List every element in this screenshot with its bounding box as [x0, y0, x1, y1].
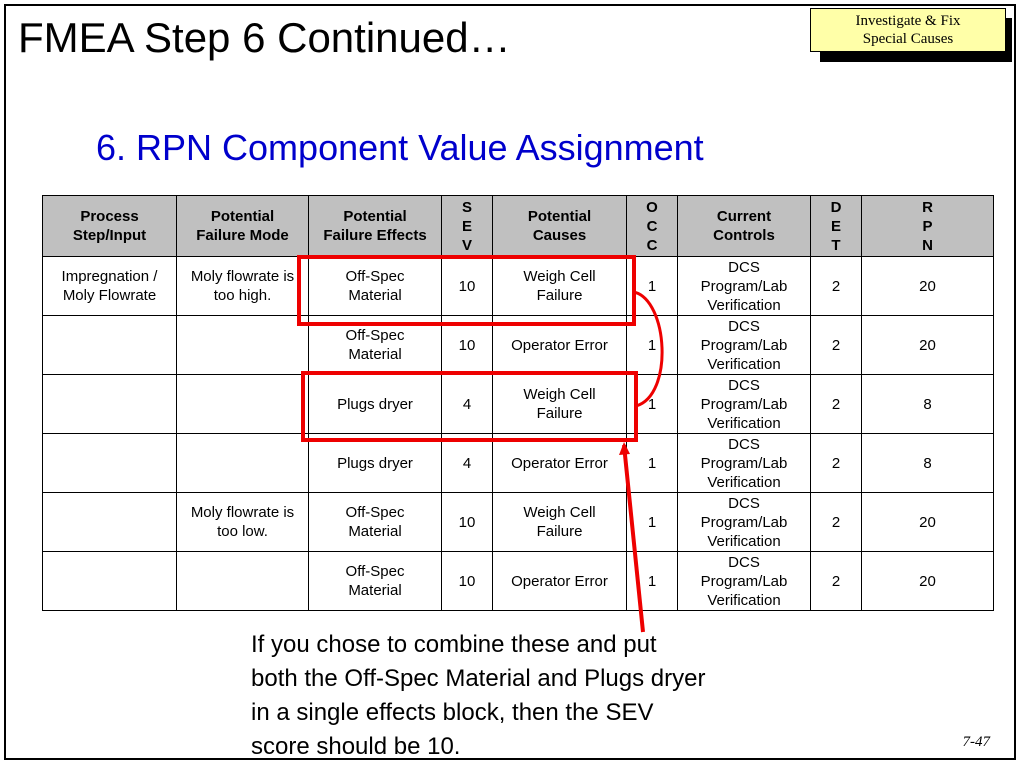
slide-title: FMEA Step 6 Continued… — [18, 14, 511, 61]
cell-failure-effects-text: Off-Spec — [345, 504, 405, 521]
header-rpn — [862, 196, 994, 257]
table-header-row — [43, 196, 994, 257]
cell-causes-text: Operator Error — [511, 336, 608, 354]
cell-controls — [678, 493, 811, 552]
cell-controls-text: DCS — [728, 435, 760, 453]
cell-failure-effects-text: Material — [348, 346, 402, 363]
cell-causes — [493, 375, 627, 434]
step-badge — [810, 8, 1006, 52]
cell-causes — [493, 552, 627, 611]
note-line-2: both the Off-Spec Material and Plugs dryer — [251, 665, 706, 692]
cell-det: 2 — [811, 375, 862, 434]
header-text: D — [830, 198, 842, 216]
cell-controls-text: Verification — [707, 296, 781, 314]
cell-causes-text: Failure — [536, 287, 583, 304]
cell-det: 2 — [811, 552, 862, 611]
cell-process — [43, 493, 177, 552]
header-text: Failure Mode — [196, 227, 289, 244]
cell-occ: 1 — [627, 434, 678, 493]
cell-controls-text: Verification — [707, 532, 781, 550]
cell-controls-text: DCS — [728, 494, 760, 512]
cell-failure-effects — [309, 434, 442, 493]
cell-sev: 10 — [442, 257, 493, 316]
cell-rpn: 8 — [862, 375, 994, 434]
cell-controls-text: Verification — [707, 355, 781, 373]
header-controls — [678, 196, 811, 257]
cell-failure-mode-text: too low. — [217, 523, 268, 540]
cell-controls — [678, 552, 811, 611]
table-row — [43, 257, 994, 316]
cell-rpn: 20 — [862, 257, 994, 316]
cell-causes — [493, 493, 627, 552]
table-row — [43, 316, 994, 375]
cell-failure-effects-text: Off-Spec — [345, 268, 405, 285]
header-text: V — [461, 236, 472, 254]
cell-causes-text: Weigh Cell — [523, 268, 596, 285]
cell-process-text: Impregnation / — [61, 268, 158, 285]
cell-rpn: 8 — [862, 434, 994, 493]
cell-det: 2 — [811, 257, 862, 316]
cell-causes — [493, 316, 627, 375]
cell-det: 2 — [811, 316, 862, 375]
cell-causes-text: Weigh Cell — [523, 386, 596, 403]
header-text: Failure Effects — [323, 227, 427, 244]
cell-controls-text: DCS — [728, 317, 760, 335]
header-text: Potential — [210, 208, 275, 225]
cell-controls-text: Verification — [707, 473, 781, 491]
cell-occ: 1 — [627, 257, 678, 316]
cell-controls-text: DCS — [728, 258, 760, 276]
header-text: Controls — [713, 227, 775, 244]
cell-controls-text: Program/Lab — [700, 277, 788, 295]
header-text: E — [830, 217, 841, 235]
cell-controls-text: Verification — [707, 591, 781, 609]
cell-causes-text: Weigh Cell — [523, 504, 596, 521]
cell-controls-text: Program/Lab — [700, 395, 788, 413]
cell-sev: 10 — [442, 316, 493, 375]
cell-failure-mode-text: Moly flowrate is — [190, 504, 295, 521]
header-text: S — [461, 198, 472, 216]
cell-occ: 1 — [627, 316, 678, 375]
cell-failure-mode-text: too high. — [213, 287, 272, 304]
header-text: Causes — [532, 227, 587, 244]
fmea-table — [42, 195, 994, 611]
cell-failure-effects-text: Plugs dryer — [337, 395, 413, 413]
cell-controls-text: Verification — [707, 414, 781, 432]
cell-det: 2 — [811, 434, 862, 493]
cell-controls-text: DCS — [728, 376, 760, 394]
header-text: T — [831, 236, 841, 254]
cell-failure-effects-text: Off-Spec — [345, 563, 405, 580]
cell-sev: 4 — [442, 434, 493, 493]
cell-occ: 1 — [627, 493, 678, 552]
table-row — [43, 552, 994, 611]
header-text: N — [922, 236, 933, 254]
page-number: 7-47 — [962, 734, 990, 750]
cell-controls-text: Program/Lab — [700, 513, 788, 531]
cell-failure-mode — [177, 552, 309, 611]
cell-controls — [678, 434, 811, 493]
header-text: C — [646, 217, 658, 235]
table-row — [43, 493, 994, 552]
header-occ — [627, 196, 678, 257]
cell-causes-text: Failure — [536, 523, 583, 540]
cell-controls-text: Program/Lab — [700, 454, 788, 472]
cell-controls-text: Program/Lab — [700, 572, 788, 590]
header-text: R — [922, 198, 933, 216]
cell-controls — [678, 316, 811, 375]
cell-det: 2 — [811, 493, 862, 552]
cell-sev: 10 — [442, 552, 493, 611]
cell-failure-mode — [177, 434, 309, 493]
cell-controls — [678, 257, 811, 316]
table-row — [43, 375, 994, 434]
cell-rpn: 20 — [862, 316, 994, 375]
cell-failure-mode-text: Moly flowrate is — [190, 268, 295, 285]
cell-process — [43, 375, 177, 434]
header-det — [811, 196, 862, 257]
cell-causes-text: Failure — [536, 405, 583, 422]
cell-controls-text: DCS — [728, 553, 760, 571]
cell-causes — [493, 434, 627, 493]
header-failure-mode — [177, 196, 309, 257]
cell-causes — [493, 257, 627, 316]
cell-failure-effects-text: Material — [348, 582, 402, 599]
table-body — [43, 257, 994, 611]
cell-failure-effects-text: Material — [348, 287, 402, 304]
header-text: Current — [716, 208, 772, 225]
cell-failure-mode — [177, 375, 309, 434]
cell-failure-effects — [309, 375, 442, 434]
header-text: Potential — [527, 208, 592, 225]
cell-controls-text: Program/Lab — [700, 336, 788, 354]
cell-controls — [678, 375, 811, 434]
cell-failure-effects — [309, 316, 442, 375]
cell-process — [43, 257, 177, 316]
table-row — [43, 434, 994, 493]
header-text: Potential — [343, 208, 407, 225]
header-text: Process — [80, 208, 139, 225]
note-line-3: in a single effects block, then the SEV — [251, 699, 654, 726]
cell-process — [43, 316, 177, 375]
header-text: E — [461, 217, 472, 235]
header-failure-effects — [309, 196, 442, 257]
header-causes — [493, 196, 627, 257]
badge-line-1: Investigate & Fix — [855, 13, 961, 29]
cell-failure-effects-text: Off-Spec — [345, 327, 405, 344]
cell-failure-mode — [177, 316, 309, 375]
cell-failure-effects — [309, 493, 442, 552]
explanation-note — [251, 628, 811, 764]
cell-process — [43, 434, 177, 493]
header-text: Step/Input — [72, 227, 147, 244]
header-text: P — [922, 217, 933, 235]
note-line-1: If you chose to combine these and put — [251, 631, 657, 658]
cell-rpn: 20 — [862, 552, 994, 611]
cell-failure-effects-text: Plugs dryer — [337, 454, 413, 472]
cell-rpn: 20 — [862, 493, 994, 552]
note-line-4: score should be 10. — [251, 733, 461, 760]
cell-causes-text: Operator Error — [511, 572, 608, 590]
cell-occ: 1 — [627, 375, 678, 434]
cell-sev: 4 — [442, 375, 493, 434]
cell-failure-effects — [309, 552, 442, 611]
cell-process-text: Moly Flowrate — [62, 287, 157, 304]
cell-causes-text: Operator Error — [511, 454, 608, 472]
slide-subtitle: 6. RPN Component Value Assignment — [96, 127, 704, 168]
cell-failure-effects — [309, 257, 442, 316]
cell-failure-mode — [177, 257, 309, 316]
cell-failure-effects-text: Material — [348, 523, 402, 540]
header-process — [43, 196, 177, 257]
badge-line-2: Special Causes — [862, 31, 954, 47]
cell-failure-mode — [177, 493, 309, 552]
header-text: O — [646, 198, 658, 216]
cell-process — [43, 552, 177, 611]
header-text: C — [646, 236, 658, 254]
header-sev — [442, 196, 493, 257]
cell-sev: 10 — [442, 493, 493, 552]
cell-occ: 1 — [627, 552, 678, 611]
